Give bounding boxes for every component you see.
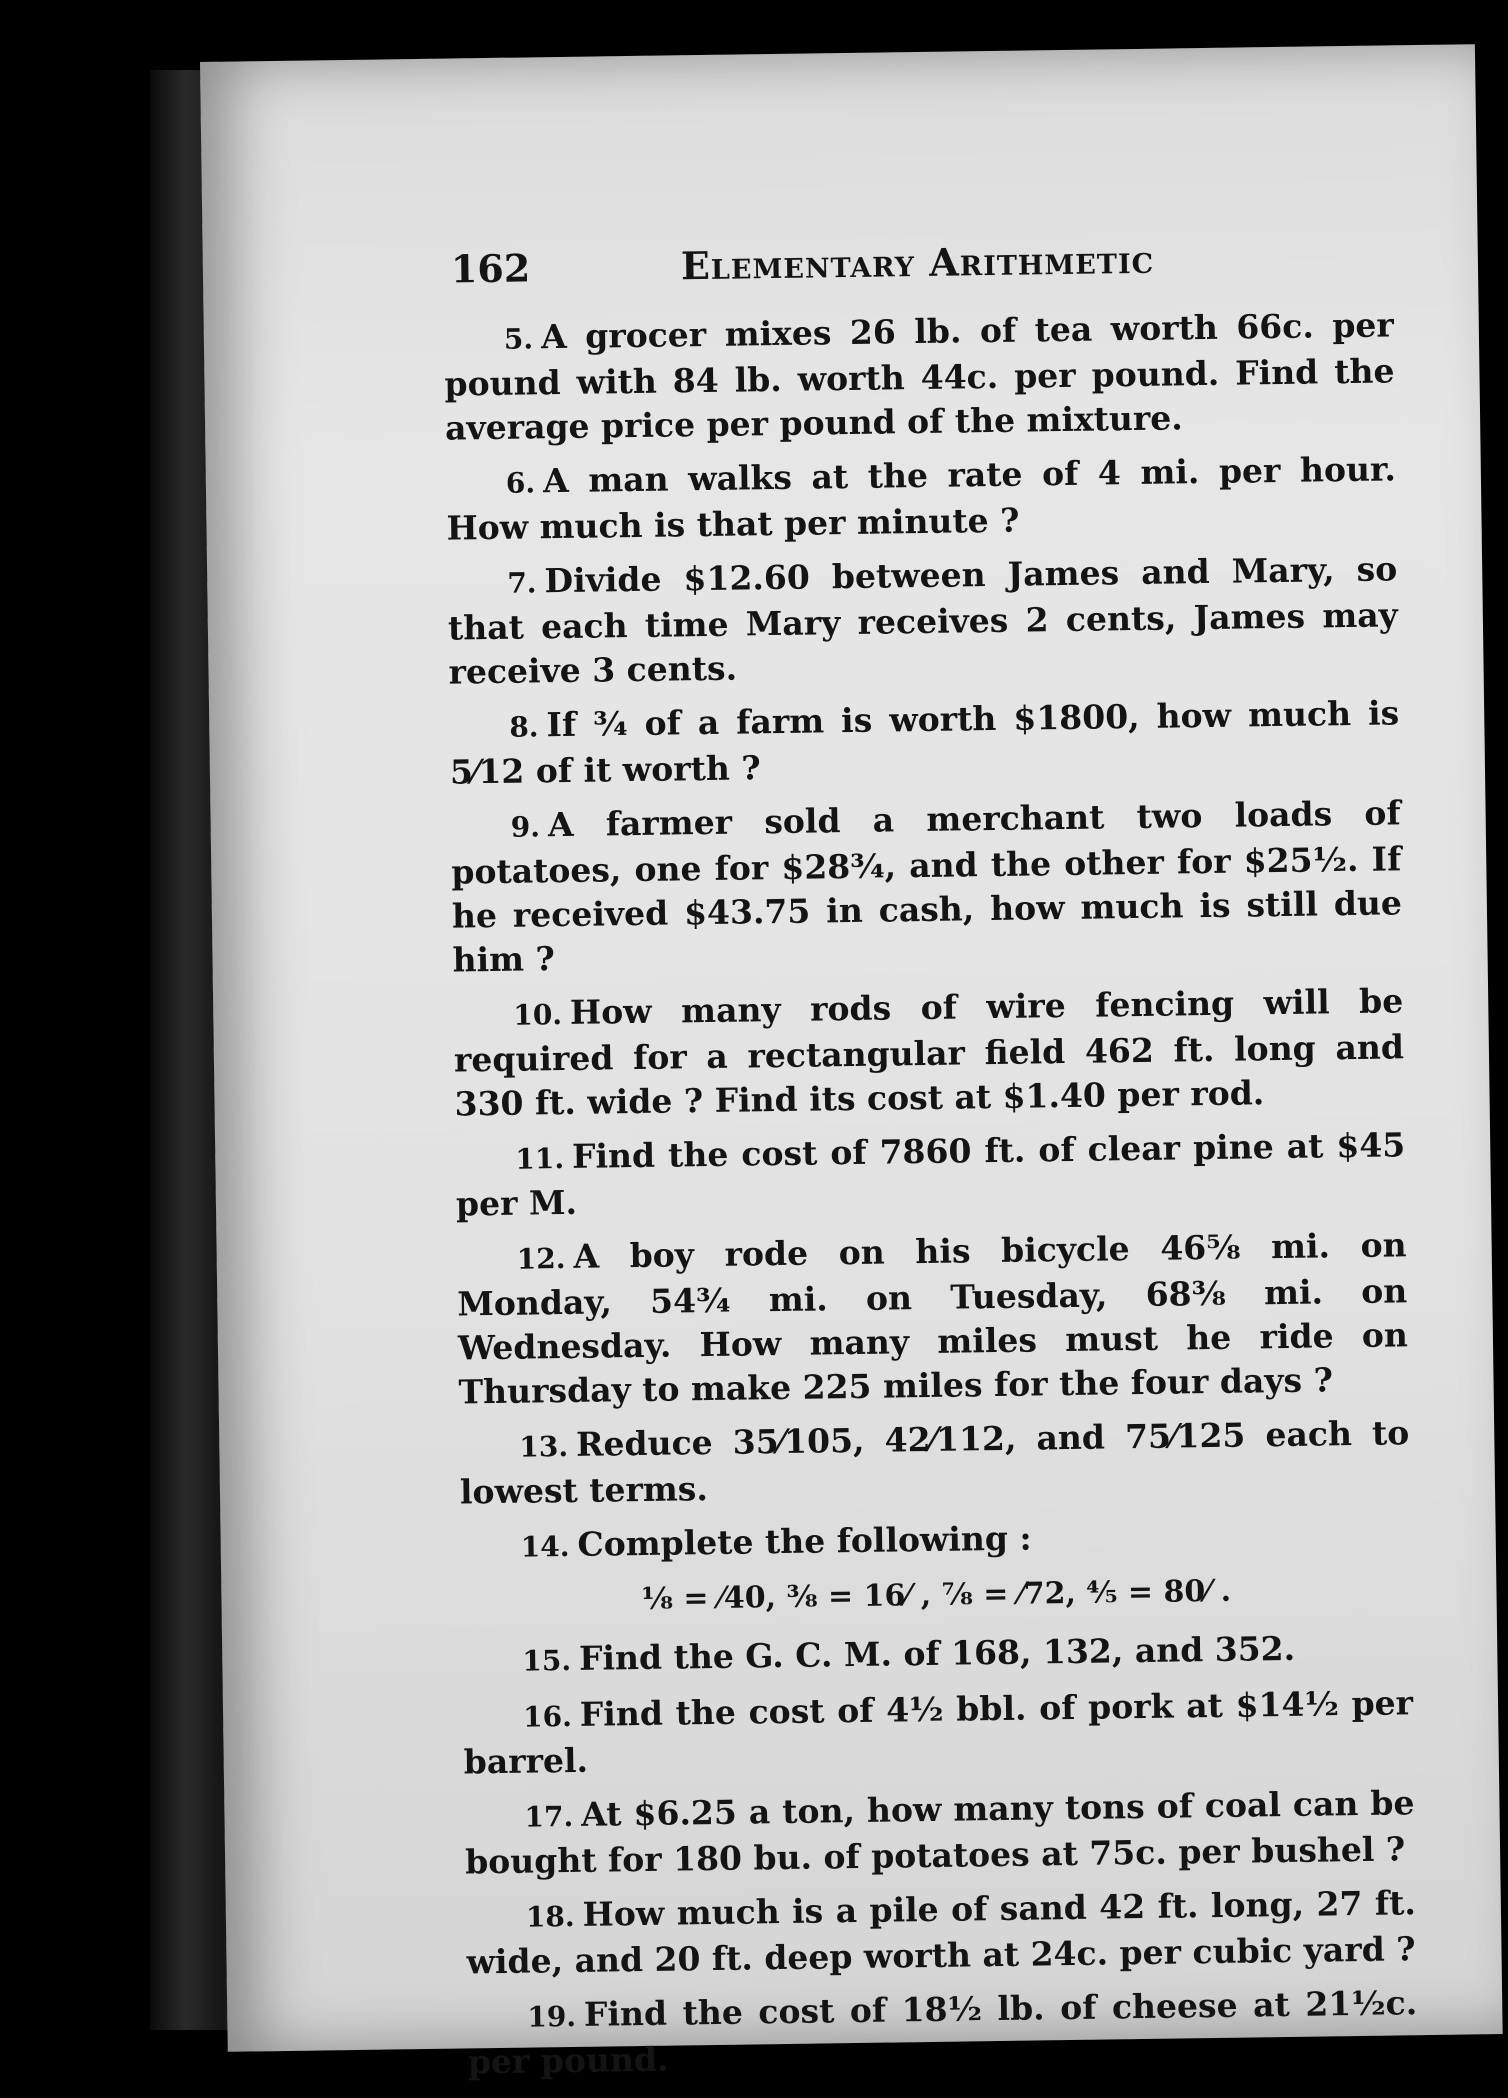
page-header <box>450 234 1351 292</box>
problem-text: How much is a pile of sand 42 ft. long, 27 ft. wide, and 20 ft. deep worth at 24c. per cubic yard ? <box>466 1883 1417 1982</box>
problem-text: Complete the following : <box>577 1518 1032 1564</box>
problem-list <box>444 303 1419 2094</box>
page-number: 162 <box>450 245 531 292</box>
problem-number: 7. <box>507 566 537 600</box>
problem-text: A grocer mixes 26 lb. of tea worth 66c. per pound with 84 lb. worth 44c. per pound. Find the average price per pound of the mixture. <box>444 305 1395 448</box>
problem-number: 16. <box>522 1699 573 1734</box>
problem-19 <box>467 1981 1418 2084</box>
problem-13 <box>459 1411 1410 1514</box>
problem-10 <box>453 979 1405 1126</box>
problem-number: 6. <box>505 466 536 500</box>
problem-number: 8. <box>509 710 539 744</box>
problem-text: How many rods of wire fencing will be required for a rectangular field 462 ft. long and 330 ft. wide ? Find its cost at $1.40 per rod. <box>453 981 1405 1124</box>
problem-number: 12. <box>516 1242 566 1276</box>
problem-7 <box>447 547 1399 694</box>
problem-14 <box>460 1511 1411 1570</box>
problem-15 <box>462 1625 1413 1684</box>
problem-number: 9. <box>510 810 541 844</box>
problem-number: 13. <box>519 1429 569 1464</box>
problem-number: 18. <box>525 1899 575 1934</box>
problem-9 <box>450 791 1402 982</box>
problem-11 <box>455 1123 1406 1226</box>
problem-text: A farmer sold a merchant two loads of potatoes, one for $28¾, and the other for $25½. If he received $43.75 in cash, how much is still due him ? <box>451 793 1403 980</box>
fraction-equations: ⅛ = ⁄40, ⅜ = 16⁄ , ⅞ = ⁄72, ⅘ = 80⁄ . <box>641 1573 1232 1617</box>
problem-18 <box>466 1881 1417 1984</box>
problem-17 <box>464 1781 1415 1884</box>
problem-number: 10. <box>513 998 563 1032</box>
problem-text: A boy rode on his bicycle 46⅝ mi. on Monday, 54¾ mi. on Tuesday, 68⅜ mi. on Wednesday. How many miles must he ride on Thursday to make 225 miles for the four days ? <box>457 1225 1409 1412</box>
problem-number: 15. <box>522 1643 572 1678</box>
problem-number: 11. <box>515 1142 565 1176</box>
problem-text: If ¾ of a farm is worth $1800, how much is 5⁄12 of it worth ? <box>449 693 1400 792</box>
problem-text: Divide $12.60 between James and Mary, so that each time Mary receives 2 cents, James may receive 3 cents. <box>447 549 1399 692</box>
problem-text: Find the G. C. M. of 168, 132, and 352. <box>578 1628 1296 1678</box>
problem-text: Reduce 35⁄105, 42⁄112, and 75⁄125 each to lowest terms. <box>459 1413 1410 1512</box>
problem-16 <box>463 1681 1414 1784</box>
problem-5 <box>444 303 1396 450</box>
problem-text: Find the cost of 18½ lb. of cheese at 21½c. per pound. <box>467 1983 1418 2082</box>
problem-number: 14. <box>520 1529 570 1564</box>
problem-number: 19. <box>527 1999 577 2034</box>
book-page <box>200 44 1503 2082</box>
problem-6 <box>446 447 1397 550</box>
running-title: Elementary Arithmetic <box>680 236 1155 289</box>
problem-text: A man walks at the rate of 4 mi. per hour. How much is that per minute ? <box>446 449 1397 548</box>
problem-text: At $6.25 a ton, how many tons of coal can be bought for 180 bu. of potatoes at 75c. per bushel ? <box>464 1783 1415 1882</box>
problem-8 <box>449 691 1400 794</box>
problem-12 <box>456 1223 1408 1414</box>
problem-number: 5. <box>503 322 534 356</box>
problem-text: Find the cost of 4½ bbl. of pork at $14½ per barrel. <box>463 1683 1414 1782</box>
problem-text: Find the cost of 7860 ft. of clear pine at $45 per M. <box>455 1125 1406 1224</box>
problem-number: 17. <box>524 1799 574 1834</box>
